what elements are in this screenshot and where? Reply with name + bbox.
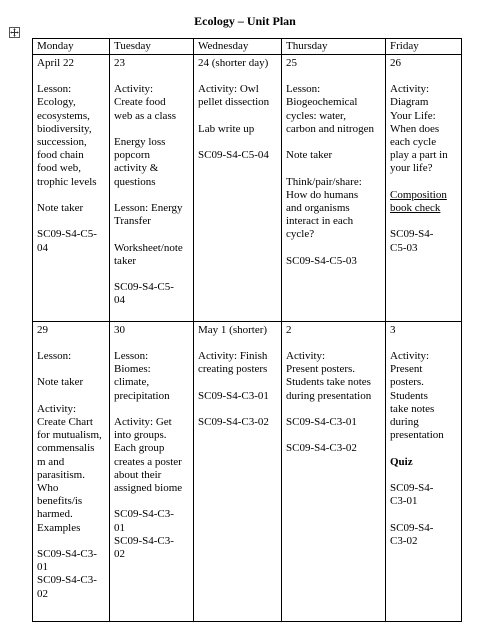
activity-text: Activity: Create food web as a class [114, 83, 177, 122]
week1-monday-cell [33, 55, 110, 322]
unit-plan-table [32, 38, 462, 622]
week1-thursday-cell [282, 55, 386, 322]
activity-text: Activity: Get into groups. Each group creates a poster about their assigned biome [114, 415, 183, 494]
activity-text: Activity: Create Chart for mutualism, commensalis m and parasitism. Who benefits/is harmed. Examples [37, 402, 102, 534]
date-label: 25 [286, 57, 297, 69]
standard-code: SC09-S4-C5-04 [198, 149, 269, 162]
date-label: 3 [390, 323, 396, 336]
week2-tuesday-cell [110, 321, 194, 621]
week2-friday-cell [386, 321, 462, 621]
date-label: 26 [390, 57, 401, 69]
standard-code: SC09-S4-C5- 04 [114, 281, 174, 307]
activity-text: Activity: Present posters. Students take notes during presentation [286, 349, 372, 402]
standard-code: SC09-S4-C5-03 [286, 254, 357, 267]
header-thursday: Thursday [282, 39, 386, 55]
standard-code: SC09-S4-C3- 02 [114, 534, 174, 560]
standard-code: SC09-S4-C3-01 [198, 389, 269, 402]
lesson-text: Lesson: Ecology, ecosystems, biodiversity, succession, food chain food web, trophic levels [37, 83, 97, 188]
lab-text: Lab write up [198, 122, 255, 135]
header-wednesday: Wednesday [194, 39, 282, 55]
week1-tuesday-cell [110, 55, 194, 322]
week2-thursday-cell [282, 321, 386, 621]
header-monday: Monday [33, 39, 110, 55]
composition-check-text: Composition book check [390, 188, 447, 215]
date-label: 29 [37, 323, 48, 336]
activity-text: Activity: Finish creating posters [198, 349, 268, 376]
date-label: May 1 (shorter) [198, 323, 268, 336]
date-label: 30 [114, 323, 125, 336]
lesson-text: Lesson: Energy Transfer [114, 202, 183, 228]
standard-code: SC09-S4-C5- 04 [37, 228, 97, 254]
header-tuesday: Tuesday [110, 39, 194, 55]
standard-code: SC09-S4-C3- 01 [114, 508, 174, 534]
standard-code: SC09-S4- C3-01 [390, 481, 434, 508]
energy-activity-text: Energy loss popcorn activity & questions [114, 136, 166, 188]
quiz-label: Quiz [390, 455, 413, 468]
week2-row [33, 321, 462, 621]
activity-text: Activity: Present posters. Students take notes during presentation [390, 349, 444, 442]
standard-code: SC09-S4-C3-02 [286, 442, 357, 455]
day-header-row [33, 39, 462, 55]
week2-monday-cell [33, 321, 110, 621]
note-taker-text: Note taker [37, 202, 84, 215]
think-pair-share-text: Think/pair/share: How do humans and organisms interact in each cycle? [286, 175, 362, 241]
lesson-text: Lesson: Biogeochemical cycles: water, carbon and nitrogen [286, 83, 374, 135]
date-label: 24 (shorter day) [198, 57, 269, 69]
date-label: 23 [114, 57, 125, 69]
standard-code: SC09-S4- C3-02 [390, 521, 434, 547]
week1-friday-cell [386, 55, 462, 322]
document-title: Ecology – Unit Plan [194, 14, 296, 28]
note-taker-text: Note taker [37, 376, 84, 389]
week1-wednesday-cell [194, 55, 282, 322]
date-label: 2 [286, 323, 292, 336]
header-friday: Friday [386, 39, 462, 55]
standard-code: SC09-S4-C3-01 [286, 415, 357, 428]
activity-text: Activity: Diagram Your Life: When does each cycle play a part in your life? [390, 83, 448, 175]
activity-text: Activity: Owl pellet dissection [198, 83, 270, 109]
standard-codes: SC09-S4-C3- 01 SC09-S4-C3- 02 [37, 547, 97, 600]
lesson-text: Lesson: [37, 349, 72, 362]
worksheet-text: Worksheet/note taker [114, 241, 183, 267]
date-label: April 22 [37, 57, 74, 69]
standard-code: SC09-S4- C5-03 [390, 228, 434, 254]
week2-wednesday-cell [194, 321, 282, 621]
table-move-handle-icon[interactable] [9, 27, 20, 38]
week1-row [33, 55, 462, 322]
lesson-text: Lesson: Biomes: climate, precipitation [114, 349, 170, 402]
standard-code: SC09-S4-C3-02 [198, 415, 269, 428]
note-taker-text: Note taker [286, 149, 333, 162]
